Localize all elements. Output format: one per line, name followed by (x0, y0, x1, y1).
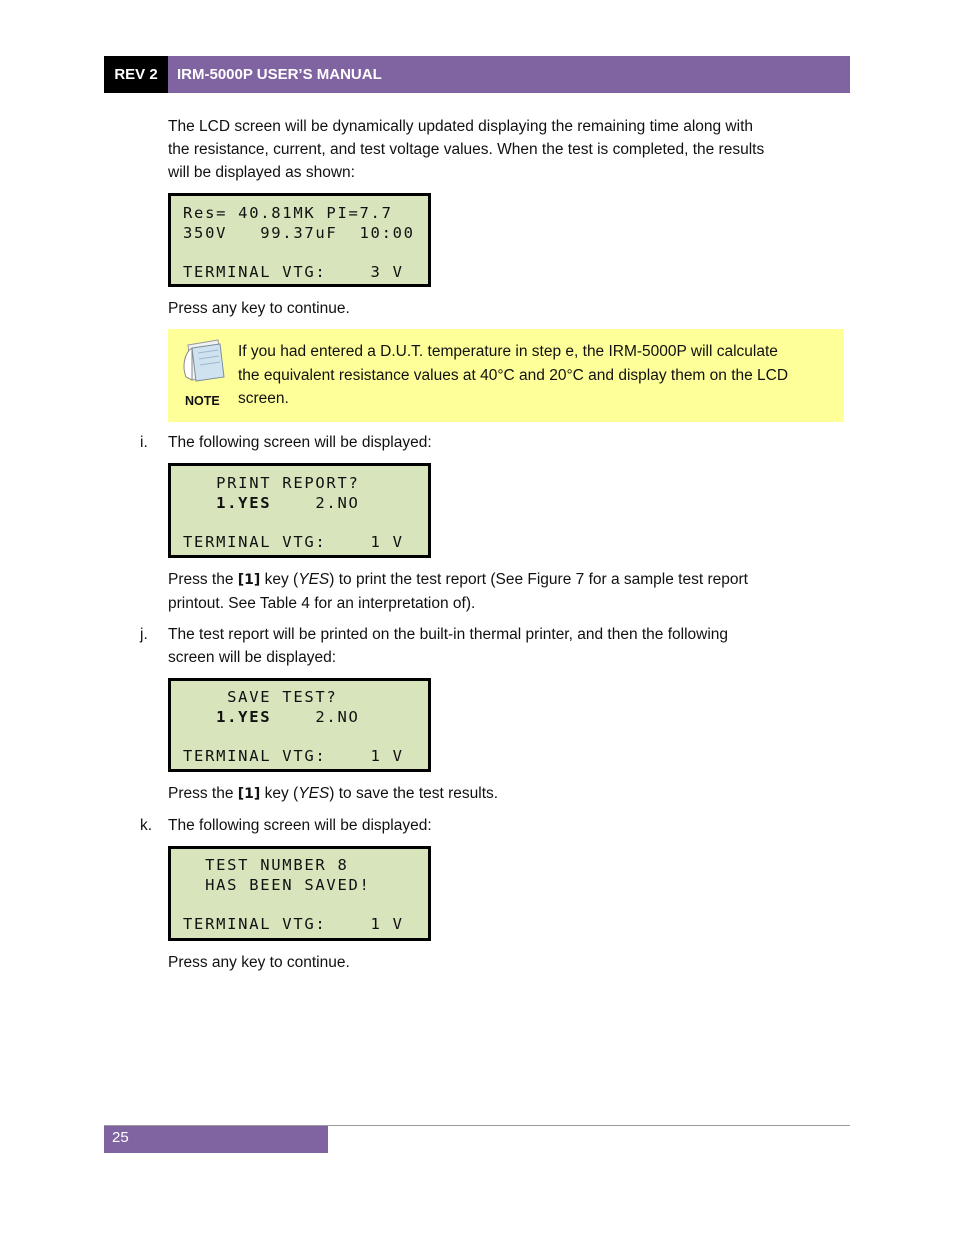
lcd-row (183, 494, 428, 514)
note-line: the equivalent resistance values at 40°C and 20°C and display them on the LCD (238, 366, 789, 384)
step-label-i: i. (140, 434, 148, 451)
step-label-k: k. (140, 817, 153, 834)
text-line: screen will be displayed: (168, 649, 337, 666)
intro-line: The LCD screen will be dynamically updated displaying the remaining time along with (168, 118, 753, 135)
press-1-save-text (168, 782, 844, 806)
lcd-row: TEST NUMBER 8 (183, 856, 349, 874)
notepad-icon (178, 337, 228, 383)
lcd-screen-saved (168, 846, 431, 941)
page-number: 25 (104, 1126, 328, 1153)
lcd-option-yes: 1.YES (183, 707, 272, 726)
lcd-option-no: 2.NO (271, 493, 360, 512)
intro-line: will be displayed as shown: (168, 164, 355, 181)
text-segment: key ( (260, 571, 299, 588)
lcd-row: 350V 99.37uF 10:00 (183, 223, 415, 242)
yes-text: YES (298, 785, 330, 802)
text-segment: ) to print the test report (See Figure 7 for a sample test report (329, 571, 748, 588)
step-j-text (168, 623, 844, 669)
lcd-row: TERMINAL VTG: 3 V (183, 262, 404, 281)
key-label: [1] (237, 786, 261, 802)
text-line: printout. See Table 4 for an interpretation of). (168, 595, 476, 612)
lcd-row: TERMINAL VTG: 1 V (183, 914, 404, 933)
press-any-key-final-text: Press any key to continue. (168, 954, 350, 971)
lcd-row (183, 708, 428, 728)
note-text (238, 340, 842, 411)
text-segment: Press the (168, 571, 238, 588)
text-line: The test report will be printed on the built-in thermal printer, and then the following (168, 626, 729, 643)
step-label-j: j. (140, 626, 148, 643)
intro-paragraph (168, 115, 844, 184)
text-segment: Press the (168, 785, 238, 802)
lcd-row: SAVE TEST? (183, 688, 338, 706)
text-segment: ) to save the test results. (329, 785, 499, 802)
step-i-text: The following screen will be displayed: (168, 434, 432, 451)
lcd-screen-save-test (168, 678, 431, 772)
revision-label: REV 2 (104, 56, 168, 93)
lcd-row-blank (183, 727, 428, 747)
lcd-option-no: 2.NO (271, 707, 360, 726)
lcd-row: TERMINAL VTG: 1 V (183, 746, 404, 765)
step-k-text: The following screen will be displayed: (168, 817, 432, 834)
lcd-row: TERMINAL VTG: 1 V (183, 532, 404, 551)
note-box (168, 329, 844, 422)
lcd-row-blank (183, 895, 428, 915)
lcd-row-blank (183, 513, 428, 533)
intro-line: the resistance, current, and test voltage values. When the test is completed, the results (168, 141, 765, 158)
press-any-key-text: Press any key to continue. (168, 300, 350, 317)
key-label: [1] (237, 572, 261, 588)
lcd-row: PRINT REPORT? (183, 474, 360, 492)
note-line: screen. (238, 390, 289, 407)
lcd-row-blank (183, 243, 428, 263)
text-segment: key ( (260, 785, 299, 802)
note-label: NOTE (185, 394, 220, 408)
lcd-row: HAS BEEN SAVED! (183, 875, 371, 894)
page-header (104, 56, 850, 93)
lcd-screen-results (168, 193, 431, 287)
lcd-row: Res= 40.81MK PI=7.7 (183, 204, 393, 222)
manual-title: IRM-5000P USER’S MANUAL (168, 56, 850, 93)
lcd-option-yes: 1.YES (183, 493, 272, 512)
note-line: If you had entered a D.U.T. temperature in step e, the IRM-5000P will calculate (238, 343, 778, 360)
lcd-screen-print-report (168, 463, 431, 558)
press-1-print-text (168, 568, 844, 615)
yes-text: YES (298, 571, 330, 588)
